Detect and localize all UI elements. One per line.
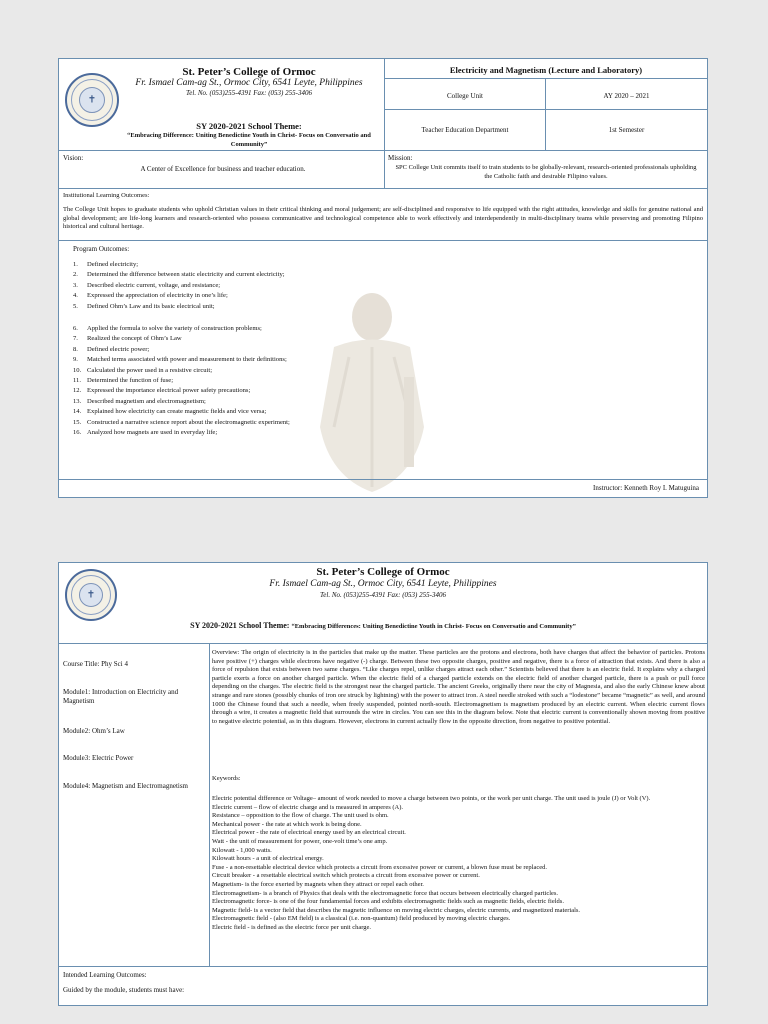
list-item: 11. Determined the function of fuse; <box>73 377 174 385</box>
keywords-label: Keywords: <box>212 775 241 782</box>
college-seal-icon: ✝ <box>65 73 119 127</box>
list-item: Electromagnetic force- is one of the four fundamental forces and exhibits electromagnetic fields such as magnetic fields, electric fields. <box>212 898 564 906</box>
syllabus-page-1 <box>58 58 708 498</box>
college-seal-icon: ✝ <box>65 569 117 621</box>
college-address: Fr. Ismael Cam-ag St., Ormoc City, 6541 Leyte, Philippines <box>269 579 497 589</box>
list-item: Kilowatt hours - a unit of electrical energy. <box>212 855 324 863</box>
school-theme-label: SY 2020-2021 School Theme: <box>196 121 302 131</box>
module-3: Module3: Electric Power <box>63 754 134 762</box>
department-cell: Teacher Education Department <box>421 126 509 134</box>
college-tel: Tel. No. (053)255-4391 Fax: (053) 255-3406 <box>320 591 446 599</box>
college-name: St. Peter’s College of Ormoc <box>182 66 316 78</box>
vision-text: A Center of Excellence for business and teacher education. <box>140 165 306 173</box>
list-item: Circuit breaker - a resettable electrical switch which protects a circuit from excessive power or current. <box>212 872 480 880</box>
list-item: 10. Calculated the power used in a resistive circuit; <box>73 366 213 374</box>
list-item: 3. Described electric current, voltage, and resistance; <box>73 281 221 289</box>
module-4: Module4: Magnetism and Electromagnetism <box>63 782 189 790</box>
outcomes-list-a <box>73 260 285 312</box>
list-item: Magnetism- is the force exerted by magnets when they attract or repel each other. <box>212 880 424 888</box>
list-item: Fuse - a non-resettable electrical device which protects a circuit from excessive power or current, a blown fuse must be replaced. <box>212 863 547 871</box>
list-item: 9. Matched terms associated with power and measurement to their definitions; <box>73 356 287 364</box>
list-item: Electric current – flow of electric charge and is measured in amperes (A). <box>212 803 404 811</box>
unit-cell: College Unit <box>447 92 483 100</box>
intended-outcomes-label: Intended Learning Outcomes: <box>63 971 147 979</box>
list-item: Kilowatt - 1,000 watts. <box>212 846 272 854</box>
outcomes-list-b <box>73 324 290 438</box>
list-item: 13. Described magnetism and electromagnetism; <box>73 397 206 405</box>
list-item: 5. Defined Ohm’s Law and its basic electrical unit; <box>73 302 215 310</box>
list-item: Watt - the unit of measurement for power, one-volt time’s one amp. <box>212 837 388 845</box>
saint-statue-image <box>294 277 449 497</box>
ilo-text: The College Unit hopes to graduate students who uphold Christian values in their critical thinking and moral judgement; are self-disciplined and responsive to life equipped with the right attitudes, knowledge and skills for genuine national and global development; are life-long learners and research-oriented who possess communicative and technological competence able to work effectively and interdependently in multi-disciplinary teams while preserving and promoting Filipino historical and cultural heritage. <box>63 206 703 231</box>
syllabus-page-2 <box>58 562 708 1006</box>
list-item: Magnetic field- is a vector field that describes the magnetic influence on moving electric charges, electric currents, and magnetized materials. <box>212 906 581 914</box>
list-item: 12. Expressed the importance electrical power safety precautions; <box>73 387 251 395</box>
list-item: 14. Explained how electricity can create magnetic fields and vice versa; <box>73 408 267 416</box>
list-item: 7. Realized the concept of Ohm’s Law <box>73 335 182 343</box>
list-item: Electromagnetism- is a branch of Physics that deals with the electromagnetic force that occurs between electrically charged particles. <box>212 889 559 897</box>
module-1: Module1: Introduction on Electricity and Magnetism <box>63 688 179 705</box>
college-address: Fr. Ismael Cam-ag St., Ormoc City, 6541 Leyte, Philippines <box>135 78 363 88</box>
list-item: 4. Expressed the appreciation of electricity in one’s life; <box>73 292 228 300</box>
list-item: Electrical power - the rate of electrical energy used by an electrical circuit. <box>212 829 406 837</box>
instructor-name: Instructor: Kenneth Roy I. Matuguina <box>593 484 699 492</box>
list-item: 16. Analyzed how magnets are used in everyday life; <box>73 429 218 437</box>
course-title: Course Title: Phy Sci 4 <box>63 660 128 668</box>
college-name: St. Peter’s College of Ormoc <box>316 566 450 578</box>
vision-label: Vision: <box>63 154 84 162</box>
list-item: 1. Defined electricity; <box>73 261 139 268</box>
college-tel: Tel. No. (053)255-4391 Fax: (053) 255-3406 <box>186 89 312 97</box>
list-item: Resistance – opposition to the flow of charge. The unit used is ohm. <box>212 812 389 820</box>
keywords-list <box>212 795 705 933</box>
school-theme-text: “Embracing Differences: Uniting Benedictine Youth in Christ- Focus on Conversatio and Community” <box>291 623 576 630</box>
list-item: Electric potential difference or Voltage– amount of work needed to move a charge between two points, or the work per unit charge. The unit used is joule (J) or Volt (V). <box>212 795 651 802</box>
list-item: 6. Applied the formula to solve the variety of construction problems; <box>73 325 262 332</box>
semester-cell: 1st Semester <box>608 126 645 134</box>
school-theme-label: SY 2020-2021 School Theme: <box>190 621 290 630</box>
list-item: Electric field - is defined as the electric force per unit charge. <box>212 923 372 931</box>
mission-label: Mission: <box>388 154 413 162</box>
list-item: Electromagnetic field - (also EM field) is a classical (i.e. non-quantum) field produced by moving electric charges. <box>212 915 511 923</box>
guided-text: Guided by the module, students must have: <box>63 986 185 994</box>
list-item: 8. Defined electric power; <box>73 345 150 353</box>
list-item: 2. Determined the difference between static electricity and current electricity; <box>73 271 285 279</box>
list-item: Mechanical power - the rate at which work is being done. <box>212 820 362 828</box>
module-2: Module2: Ohm’s Law <box>63 727 125 735</box>
mission-text: SPC College Unit commits itself to train students to be globally-relevant, research-oriented professionals upholding the Catholic faith and desirable Filipino values. <box>395 164 697 180</box>
school-theme-text: “Embracing Difference: Uniting Benedictine Youth in Christ- Focus on Conversatio and Community” <box>127 132 371 148</box>
list-item: 15. Constructed a narrative science report about the electromagnetic experiment; <box>73 418 290 426</box>
course-heading: Electricity and Magnetism (Lecture and Laboratory) <box>449 65 643 75</box>
program-outcomes-label: Program Outcomes: <box>73 245 130 253</box>
ay-cell: AY 2020 – 2021 <box>603 92 650 100</box>
overview-text: Overview: The origin of electricity is in the particles that make up the matter. These particles are the protons and electrons, both have charges that affect the behavior of particles. Protons have positive (+) charges while electrons have negative (-) charge. Between these two opposite charges, positive and negative, there is a force of attraction that exists. And there is also a force of repulsion that exists between two same charges. “Like charges repel, unlike charges attract each other.” Scientists believed that there is an electric field. It explains why a charged particle exerts a force on another charged particle. When the electric field of a charged particle extends on the electric field of another charged particle, there is a push or pull force depending on the charges. The electric field is the strongest near the charged particle. The ancient Greeks, originally there near the city of Magnesia, and also the early Chinese knew about strange and rare stones (possibly chunks of iron ore struck by lightning) with the power to attract iron. A steel needle stroked with such a “lodestone” became “magnetic” as well, and around 1000 the Chinese found that such a needle, when freely suspended, pointed north-south. Electromagnetism is magnetism produced by an electric current. When electric current flows through a wire, it creates a magnetic field that surrounds the wire in circles. You can see this in the diagram below. Note that electric current is conventionally shown moving from positive to negative electric potential, as in this diagram. However, electrons in current actually flow in the opposite direction, from negative to positive potential. <box>212 649 705 725</box>
ilo-label: Institutional Learning Outcomes: <box>63 192 150 199</box>
school-theme <box>59 621 707 632</box>
